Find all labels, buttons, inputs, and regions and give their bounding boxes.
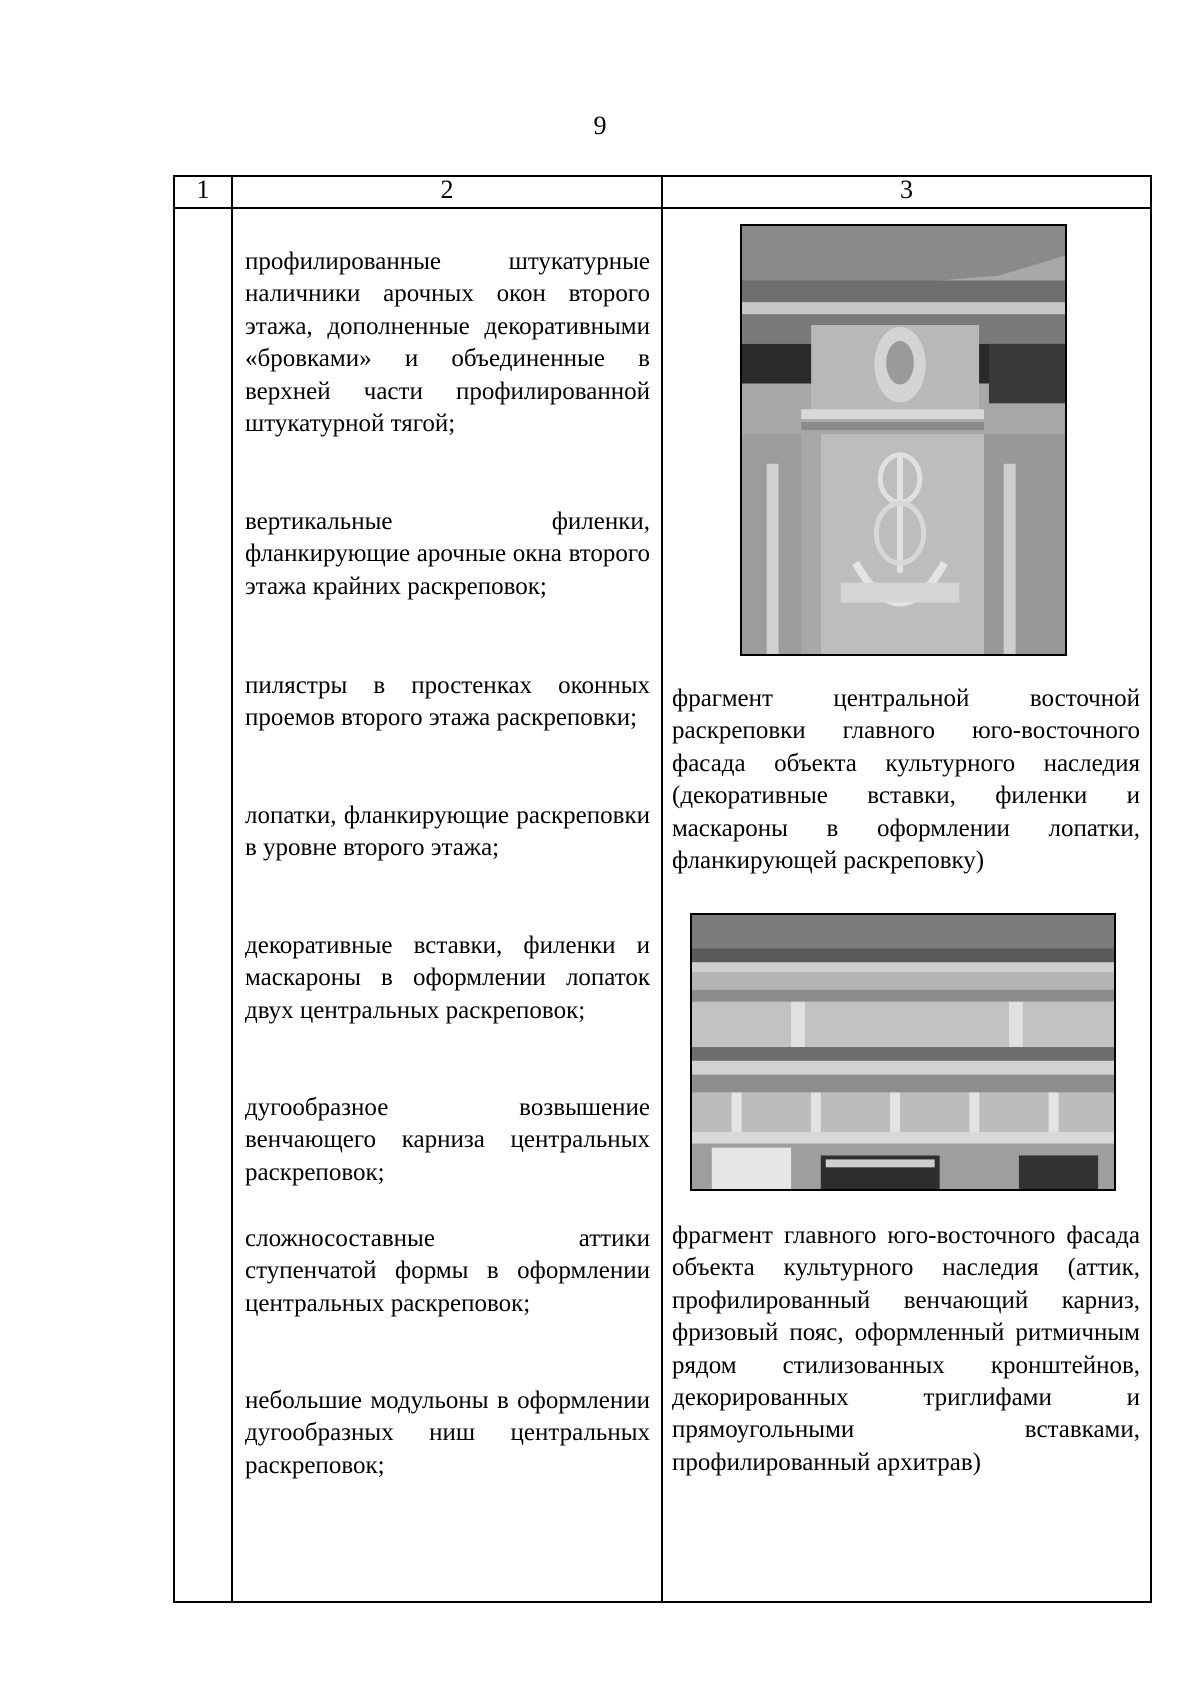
header-col-1: 1 (196, 175, 210, 204)
photo-caption: фрагмент главного юго-восточного фасада объекта культурного наследия (аттик, профилированный венчающий карниз, фризовый пояс, оформленный ритмичным рядом стилизованных кронштейнов, декорированных триглифами и прямоугольными вставками, профилированный архитрав) (672, 1222, 1140, 1476)
feature-item: пилястры в простенках оконных проемов второго этажа раскреповки; (245, 672, 650, 732)
column-divider-1 (231, 175, 233, 1603)
feature-item: сложносоставные аттики ступенчатой формы в оформлении центральных раскреповок; (245, 1225, 650, 1317)
feature-item: лопатки, фланкирующие раскреповки в уровне второго этажа; (245, 802, 650, 862)
feature-item: вертикальные филенки, фланкирующие арочные окна второго этажа крайних раскреповок; (245, 508, 650, 600)
photo-caption: фрагмент центральной восточной раскреповки главного юго-восточного фасада объекта культурного наследия (декоративные вставки, филенки и маскароны в оформлении лопатки, фланкирующей раскреповку) (672, 685, 1140, 875)
table-left-border (173, 175, 175, 1603)
feature-item: профилированные штукатурные наличники арочных окон второго этажа, дополненные декоративными «бровками» и объединенные в верхней части профилированной штукатурной тягой; (245, 248, 650, 438)
feature-item: декоративные вставки, филенки и маскароны в оформлении лопаток двух центральных раскреповок; (245, 932, 650, 1024)
facade-cornice-photo (690, 913, 1116, 1191)
feature-item: небольшие модульоны в оформлении дугообразных ниш центральных раскреповок; (245, 1387, 650, 1479)
column-divider-2 (661, 175, 663, 1603)
page-number: 9 (593, 111, 607, 140)
feature-item: дугообразное возвышение венчающего карниза центральных раскреповок; (245, 1094, 650, 1186)
header-col-2: 2 (440, 175, 454, 204)
table-right-border (1150, 175, 1152, 1603)
facade-pilaster-photo (740, 224, 1067, 656)
header-col-3: 3 (900, 175, 913, 204)
